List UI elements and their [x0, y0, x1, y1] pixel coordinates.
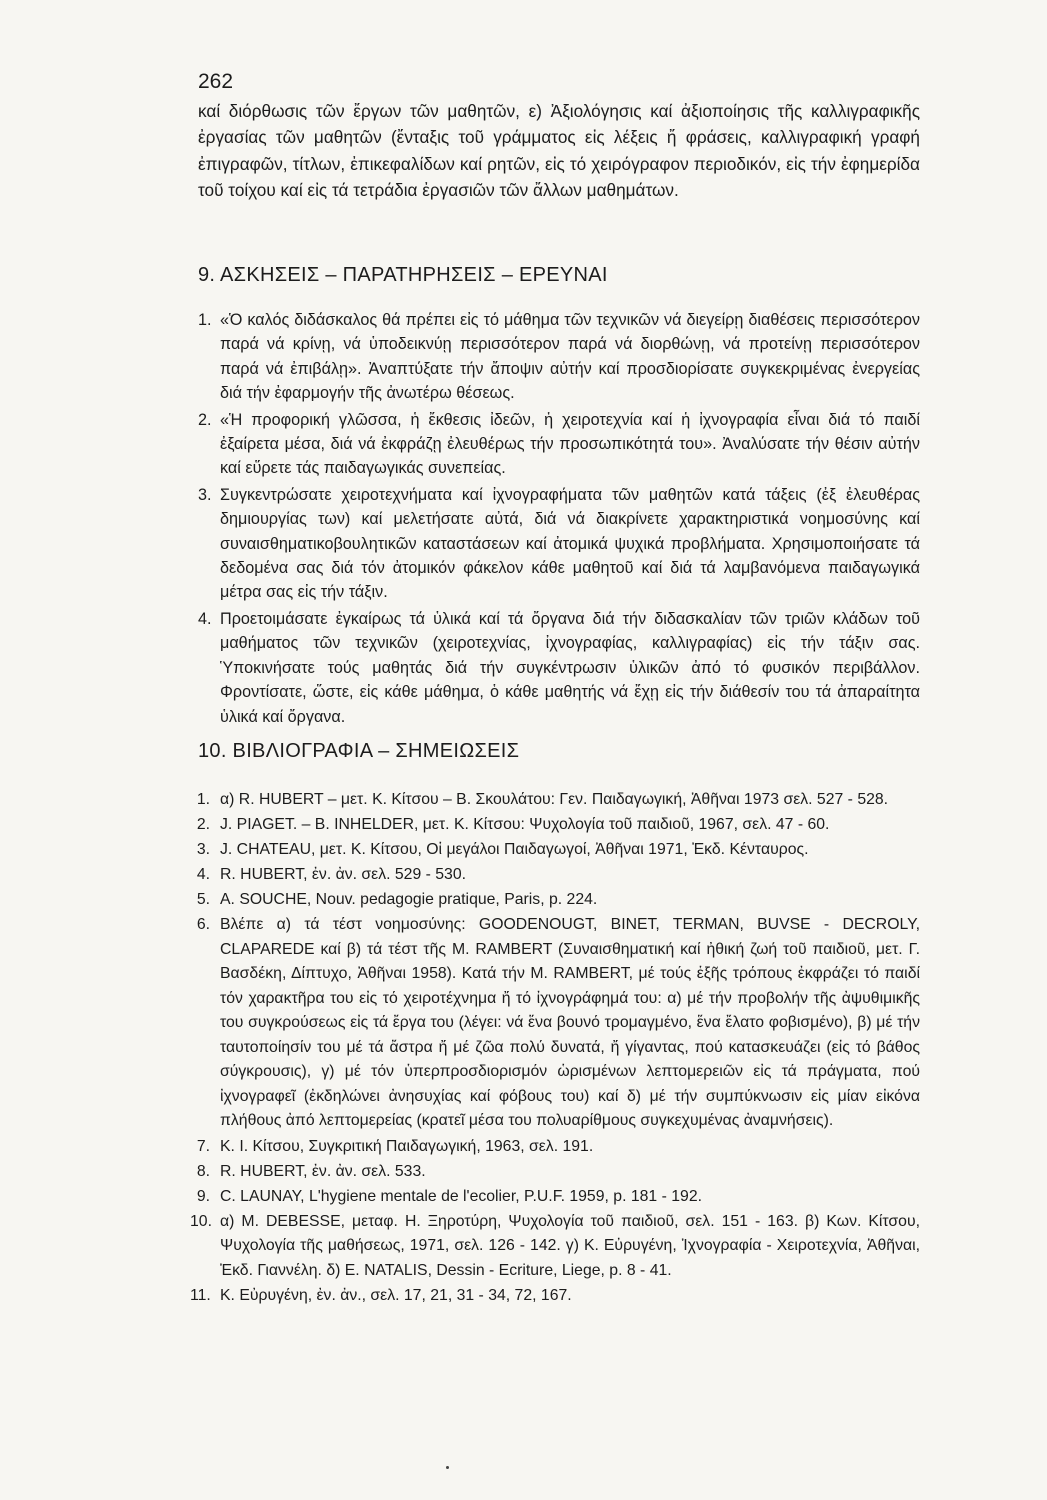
reference-number: 11.: [190, 1286, 211, 1304]
reference-number: 6.: [196, 916, 210, 934]
reference-item: [190, 863, 920, 888]
exercise-item: [198, 308, 920, 406]
exercise-number: 1.: [198, 311, 212, 329]
reference-number: 4.: [196, 866, 210, 884]
exercise-number: 2.: [198, 410, 212, 429]
print-speck: [446, 1466, 449, 1469]
reference-text: J. PIAGET. – B. INHELDER, μετ. Κ. Κίτσου: Ψυχολογία τοῦ παιδιοῦ, 1967, σελ. 47 - 60.: [220, 816, 830, 834]
exercise-text: «Ἡ προφορική γλῶσσα, ἡ ἔκθεσις ἰδεῶν, ἡ χειροτεχνία καί ἡ ἰχνογραφία εἶναι διά τό παιδί ἐξαίρετα μέσα, διά νά ἐκφράζῃ ἐλευθέρως τήν προσωπικότητά του». Ἀναλύσατε τήν θέσιν αὐτήν καί εὕρετε τάς παιδαγωγικάς συνεπείας.: [220, 410, 920, 478]
exercise-item: [198, 408, 920, 481]
reference-number: 3.: [196, 841, 210, 859]
reference-item: [190, 1185, 920, 1210]
reference-number: 2.: [196, 816, 210, 834]
reference-text: Βλέπε α) τά τέστ νοημοσύνης: GOODENOUGT, BINET, TERMAN, BUVSE - DECROLY, CLAPAREDE καί β) τά τέστ τῆς M. RAMBERT (Συναισθηματική καί ἠθική ζωή τοῦ παιδιοῦ, μετ. Γ. Βασδέκη, Δίπτυχο, Ἀθῆναι 1958). Κατά τήν M. RAMBERT, μέ τούς ἑξῆς τρόπους ἐκφράζει τό παιδί τόν χαρακτῆρα του εἰς τό χειροτέχνημα ἤ τό ἰχνογράφημά του: α) μέ τήν προβολήν τῆς ἀψυθιμικῆς του συγκρούσεως εἰς τά ἔργα του (λέγει: νά ἕνα βουνό τρομαγμένο, ἕνα ἔλατο φοβισμένο), β) μέ τήν ταυτοποίησίν του μέ τά ἄστρα ἤ μέ ζῶα πολύ δυνατά, ἤ γίγαντας, πού κατασκευάζει (εἰς τό βάθος σύγκρουσις), γ) μέ τόν ὑπερπροσδιορισμόν ὡρισμένων λεπτομερειῶν εἰς τά πράγματα, πού ἰχνογραφεῖ (ἐκδηλώνει ἀνησυχίας καί φόβους του) καί δ) μέ τήν συμπύκνωσιν εἰς μίαν εἰκόνα πλήθους ἀπό λεπτομερείας (κρατεῖ μέσα του πολυαρίθμους συγκεχυμένας ἀναμνήσεις).: [220, 916, 920, 1130]
exercise-item: [198, 483, 920, 605]
exercise-number: 3.: [198, 485, 212, 504]
section-10-heading: 10. ΒΙΒΛΙΟΓΡΑΦΙΑ – ΣΗΜΕΙΩΣΕΙΣ: [198, 740, 520, 762]
reference-number: 8.: [196, 1162, 210, 1180]
reference-text: J. CHATEAU, μετ. Κ. Κίτσου, Οἱ μεγάλοι Παιδαγωγοί, Ἀθῆναι 1971, Ἐκδ. Κένταυρος.: [220, 841, 809, 859]
reference-item: [190, 913, 920, 1134]
reference-item: [190, 1135, 920, 1160]
reference-item: [190, 788, 920, 813]
reference-number: 1.: [196, 791, 210, 808]
page-number: 262: [198, 70, 234, 93]
reference-number: 5.: [196, 891, 210, 909]
reference-text: R. HUBERT, ἐν. ἀν. σελ. 533.: [220, 1162, 426, 1180]
reference-item: [190, 813, 920, 838]
reference-number: 9.: [196, 1187, 210, 1205]
reference-item: [190, 1284, 920, 1309]
exercise-text: Προετοιμάσατε ἐγκαίρως τά ὑλικά καί τά ὄργανα διά τήν διδασκαλίαν τῶν τριῶν κλάδων τοῦ μαθήματος τῶν τεχνικῶν (χειροτεχνίας, ἰχνογραφίας, καλλιγραφίας) εἰς τήν τάξιν σας. Ὑποκινήσατε τούς μαθητάς διά τήν συγκέντρωσιν ὑλικῶν ἀπό τό φυσικόν περιβάλλον. Φροντίσατε, ὥστε, εἰς κάθε μάθημα, ὁ κάθε μαθητής νά ἔχῃ εἰς τήν διάθεσίν του τά ἀπαραίτητα ὑλικά καί ὄργανα.: [220, 609, 920, 726]
reference-text: Κ. Εὐρυγένη, ἐν. ἀν., σελ. 17, 21, 31 - 34, 72, 167.: [220, 1286, 572, 1304]
exercises-list: [198, 308, 920, 731]
reference-text: C. LAUNAY, L'hygiene mentale de l'ecolier, P.U.F. 1959, p. 181 - 192.: [220, 1187, 702, 1205]
intro-paragraph: καί διόρθωσις τῶν ἔργων τῶν μαθητῶν, ε) Ἀξιολόγησις καί ἀξιοποίησις τῆς καλλιγραφικῆς ἐργασίας τῶν μαθητῶν (ἔνταξις τοῦ γράμματος εἰς λέξεις ἤ φράσεις, καλλιγραφική γραφή ἐπιγραφῶν, τίτλων, ἐπικεφαλίδων καί ρητῶν, εἰς τό χειρόγραφον περιοδικόν, εἰς τήν ἐφημερίδα τοῦ τοίχου καί εἰς τά τετράδια ἐργασιῶν τῶν ἄλλων μαθημάτων.: [198, 101, 920, 200]
exercise-item: [198, 607, 920, 729]
reference-text: α) M. DEBESSE, μεταφ. Η. Ξηροτύρη, Ψυχολογία τοῦ παιδιοῦ, σελ. 151 - 163. β) Κων. Κίτσου, Ψυχολογία τῆς μαθήσεως, 1971, σελ. 126 - 142. γ) Κ. Εὐρυγένη, Ἰχνογραφία - Χειροτεχνία, Ἀθῆναι, Ἐκδ. Γιαννέλη. δ) E. NATALIS, Dessin - Ecriture, Liege, p. 8 - 41.: [220, 1212, 920, 1279]
section-9-heading: 9. ΑΣΚΗΣΕΙΣ – ΠΑΡΑΤΗΡΗΣΕΙΣ – ΕΡΕΥΝΑΙ: [198, 264, 608, 286]
reference-text: A. SOUCHE, Nouv. pedagogie pratique, Paris, p. 224.: [220, 891, 598, 909]
reference-item: [190, 1160, 920, 1185]
reference-number: 7.: [196, 1137, 210, 1155]
exercise-text: Συγκεντρώσατε χειροτεχνήματα καί ἰχνογραφήματα τῶν μαθητῶν κατά τάξεις (ἐξ ἐλευθέρας δημιουργίας των) καί μελετήσατε αὐτά, διά νά διακρίνετε χαρακτηριστικά νοημοσύνης καί συναισθηματικοβουλητικῶν καταστάσεων καί ἀτομικά ψυχικά προβλήματα. Χρησιμοποιήσατε τά δεδομένα σας διά τόν ἀτομικόν φάκελον κάθε μαθητοῦ καί διά τά λαμβανόμενα παιδαγωγικά μέτρα σας εἰς τήν τάξιν.: [220, 485, 920, 602]
exercise-text: «Ὁ καλός διδάσκαλος θά πρέπει εἰς τό μάθημα τῶν τεχνικῶν νά διεγείρῃ διαθέσεις περισσότερον παρά νά κρίνῃ, νά ὑποδεικνύῃ περισσότερον παρά νά διορθώνῃ, νά προτείνῃ περισσότερον παρά νά ἐπιβάλῃ». Ἀναπτύξατε τήν ἄποψιν αὐτήν καί προσδιορίσατε συγκεκριμένας ἐνεργείας διά τήν ἐφαρμογήν τῆς ἀνωτέρω θέσεως.: [220, 311, 920, 403]
reference-item: [190, 888, 920, 913]
exercise-number: 4.: [198, 609, 212, 628]
reference-item: [190, 1210, 920, 1284]
reference-number: 10.: [190, 1212, 212, 1230]
reference-item: [190, 838, 920, 863]
bibliography-list: [190, 788, 920, 1309]
reference-text: Κ. Ι. Κίτσου, Συγκριτική Παιδαγωγική, 1963, σελ. 191.: [220, 1137, 594, 1155]
reference-text: α) R. HUBERT – μετ. Κ. Κίτσου – Β. Σκουλάτου: Γεν. Παιδαγωγική, Ἀθῆναι 1973 σελ. 527 - 528.: [220, 791, 889, 808]
reference-text: R. HUBERT, ἐν. ἀν. σελ. 529 - 530.: [220, 866, 467, 884]
